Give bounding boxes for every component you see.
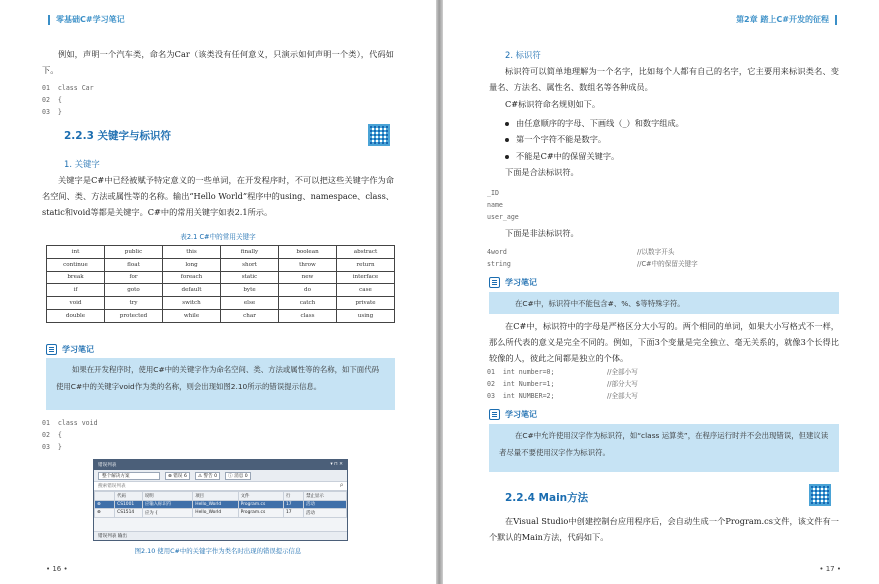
keyword-cell: long: [163, 258, 221, 271]
note-box-right-1: 在C#中，标识符中不能包含#、%、$等特殊字符。: [489, 292, 839, 314]
page-number-right: • 17 •: [819, 565, 841, 573]
keyword-cell: using: [337, 309, 395, 322]
code-text: string: [487, 260, 511, 268]
keyword-cell: if: [47, 284, 105, 297]
keyword-cell: continue: [47, 258, 105, 271]
keyword-cell: public: [105, 246, 163, 259]
code-comment: //全部小写: [607, 368, 638, 376]
code-line: 02 {: [42, 431, 62, 439]
naming-rules-intro: C#标识符命名规则如下。: [505, 99, 601, 109]
illegal-identifiers-code: [487, 246, 807, 270]
code-line: 01 class Car: [42, 84, 94, 92]
keyword-cell: finally: [221, 246, 279, 259]
keyword-cell: class: [279, 309, 337, 322]
right-running-head-text: 第2章 踏上C#开发的征程: [736, 15, 829, 24]
keyword-row: [47, 246, 395, 259]
keyword-cell: int: [47, 246, 105, 259]
error-table-header[interactable]: 项目: [193, 492, 238, 501]
error-table-header[interactable]: [95, 492, 115, 501]
error-cell: 应输入标识符: [142, 500, 192, 509]
main-method-paragraph: 在Visual Studio中创建控制台应用程序后，会自动生成一个Program.cs文件，该文件有一个默认的Main方法，代码如下。: [489, 516, 839, 542]
error-list-titlebar: [94, 460, 347, 470]
right-running-head: [736, 14, 843, 25]
left-page: [0, 0, 436, 584]
note-box-right-2: 在C#中允许使用汉字作为标识符，如“class 运算类”，在程序运行时并不会出现错误，但建议读者尽量不要使用汉字作为标识符。: [489, 424, 839, 472]
case-sensitivity-paragraph: 在C#中，标识符中的字母是严格区分大小写的。两个相同的单词，如果大小写格式不一样，那么所代表的意义是完全不同的。例如，下面3个变量是完全独立、毫无关系的，就像3个长得比较像的人，彼此之间都是独立的个体。: [489, 321, 839, 363]
keyword-cell: protected: [105, 309, 163, 322]
keyword-cell: static: [221, 271, 279, 284]
error-cell: 活动: [304, 500, 347, 509]
keyword-cell: do: [279, 284, 337, 297]
keyword-row: [47, 258, 395, 271]
keyword-row: [47, 309, 395, 322]
subsection-keywords-title: 1. 关键字: [64, 159, 100, 169]
note-icon: [489, 409, 500, 420]
keyword-cell: try: [105, 297, 163, 310]
scope-dropdown[interactable]: 整个解决方案: [98, 472, 160, 480]
keyword-cell: for: [105, 271, 163, 284]
error-list-footer-tabs[interactable]: 错误列表 输出: [94, 531, 347, 540]
figure-caption: 图2.10 使用C#中的关键字作为类名时出现的错误提示信息: [134, 547, 302, 555]
legal-identifiers-code: [487, 187, 519, 223]
case-code-block: [487, 366, 807, 402]
rule-item: [505, 115, 684, 131]
book-gutter: [436, 0, 443, 584]
search-icon: ρ: [340, 483, 343, 488]
keyword-row: [47, 271, 395, 284]
code-line: user_age: [487, 213, 519, 221]
keyword-row: [47, 284, 395, 297]
error-cell: 活动: [304, 509, 347, 518]
keyword-cell: goto: [105, 284, 163, 297]
keyword-cell: foreach: [163, 271, 221, 284]
keyword-cell: byte: [221, 284, 279, 297]
section-title-2-2-3: 2.2.3 关键字与标识符: [64, 130, 172, 142]
keyword-cell: float: [105, 258, 163, 271]
code-text: 03 int NUMBER=2;: [487, 392, 555, 400]
keyword-cell: private: [337, 297, 395, 310]
error-list-title: 错误列表: [98, 463, 117, 468]
messages-filter-button[interactable]: ⓘ 消息 0: [225, 472, 251, 480]
code-line: 01 class void: [42, 419, 98, 427]
note-header-left: [46, 344, 94, 355]
code-block-car: [42, 82, 94, 118]
keyword-cell: new: [279, 271, 337, 284]
error-table-header[interactable]: 行: [283, 492, 303, 501]
keyword-cell: catch: [279, 297, 337, 310]
error-row[interactable]: [95, 500, 347, 509]
code-block-void: [42, 417, 98, 453]
keywords-table: [46, 245, 395, 323]
error-icon: ⊗: [95, 509, 115, 518]
bullet-icon: [505, 122, 509, 126]
intro-paragraph: 例如，声明一个汽车类，命名为Car（该类没有任何意义，只演示如何声明一个类），代码如下。: [42, 49, 394, 75]
note-title: 学习笔记: [505, 410, 537, 419]
rule-item: [505, 131, 606, 147]
code-line: [487, 246, 807, 258]
rule-text: 由任意顺序的字母、下画线（_）和数字组成。: [516, 118, 684, 128]
error-cell: 17: [283, 509, 303, 518]
code-line: [487, 390, 807, 402]
note-icon: [489, 277, 500, 288]
rule-item: [505, 148, 619, 164]
note-title: 学习笔记: [505, 278, 537, 287]
keyword-cell: switch: [163, 297, 221, 310]
bullet-icon: [505, 138, 509, 142]
rule-text: 第一个字符不能是数字。: [516, 134, 607, 144]
keyword-cell: void: [47, 297, 105, 310]
keyword-cell: double: [47, 309, 105, 322]
error-row[interactable]: [95, 509, 347, 518]
code-line: [487, 366, 807, 378]
code-comment: //C#中的保留关键字: [637, 260, 698, 268]
code-line: 03 }: [42, 108, 62, 116]
code-text: 01 int number=0;: [487, 368, 555, 376]
keyword-cell: break: [47, 271, 105, 284]
error-cell: CS1001: [115, 500, 143, 509]
keyword-cell: boolean: [279, 246, 337, 259]
qr-code-icon: [809, 484, 831, 506]
keyword-cell: else: [221, 297, 279, 310]
keyword-cell: char: [221, 309, 279, 322]
error-icon: ⊗: [95, 500, 115, 509]
illegal-intro: 下面是非法标识符。: [505, 228, 579, 238]
qr-code-icon: [368, 124, 390, 146]
code-text: 4word: [487, 248, 507, 256]
errors-filter-button[interactable]: ⊗ 错误 6: [165, 472, 190, 480]
code-comment: //以数字开头: [637, 248, 675, 256]
keyword-cell: this: [163, 246, 221, 259]
keyword-row: [47, 297, 395, 310]
section-title-2-2-4: 2.2.4 Main方法: [505, 492, 589, 504]
right-page: [443, 0, 879, 584]
code-line: [487, 258, 807, 270]
window-controls-icon[interactable]: ▾ ⊓ ✕: [330, 462, 343, 467]
error-cell: Program.cs: [238, 509, 283, 518]
code-line: name: [487, 201, 503, 209]
bullet-icon: [505, 155, 509, 159]
keyword-cell: short: [221, 258, 279, 271]
search-placeholder: 搜索错误列表: [98, 484, 126, 489]
error-cell: 应为 {: [142, 509, 192, 518]
code-line: [487, 378, 807, 390]
error-cell: CS1514: [115, 509, 143, 518]
code-comment: //全部大写: [607, 392, 638, 400]
error-cell: 17: [283, 500, 303, 509]
error-search-input[interactable]: [94, 482, 347, 491]
note-icon: [46, 344, 57, 355]
keywords-paragraph: 关键字是C#中已经被赋予特定意义的一些单词，在开发程序时，不可以把这些关键字作为命名空间、类、方法或属性等的名称。输出“Hello World”程序中的using、namespace、class、static和void等都是关键字。C#中的常用关键字如表2.1所示。: [42, 175, 394, 217]
code-text: 02 int Number=1;: [487, 380, 555, 388]
note-title: 学习笔记: [62, 345, 94, 354]
code-line: 03 }: [42, 443, 62, 451]
code-line: _ID: [487, 189, 499, 197]
keyword-cell: throw: [279, 258, 337, 271]
subsection-identifiers-title: 2. 标识符: [505, 50, 541, 60]
page-number-left: • 16 •: [46, 565, 68, 573]
error-cell: Hello_World: [193, 500, 238, 509]
note-header-right-2: [489, 409, 537, 420]
keyword-cell: while: [163, 309, 221, 322]
rule-text: 不能是C#中的保留关键字。: [516, 151, 620, 161]
keyword-cell: return: [337, 258, 395, 271]
code-line: 02 {: [42, 96, 62, 104]
error-list-toolbar: [94, 470, 347, 482]
keyword-cell: case: [337, 284, 395, 297]
error-table-header[interactable]: 禁止显示: [304, 492, 347, 501]
error-table-header[interactable]: 说明: [142, 492, 192, 501]
left-running-head-text: 零基础C#学习笔记: [56, 15, 125, 24]
note-header-right-1: [489, 277, 537, 288]
code-comment: //部分大写: [607, 380, 638, 388]
error-table-header[interactable]: 文件: [238, 492, 283, 501]
error-table: [94, 491, 347, 518]
left-running-head: [42, 14, 125, 25]
error-cell: Hello_World: [193, 509, 238, 518]
warnings-filter-button[interactable]: ⚠ 警告 0: [195, 472, 220, 480]
error-table-header[interactable]: 代码: [115, 492, 143, 501]
identifiers-paragraph: 标识符可以简单地理解为一个名字，比如每个人都有自己的名字，它主要用来标识类名、变量名、方法名、属性名、数组名等各种成员。: [489, 66, 839, 92]
error-cell: Program.cs: [238, 500, 283, 509]
keyword-cell: abstract: [337, 246, 395, 259]
legal-intro: 下面是合法标识符。: [505, 167, 579, 177]
table-caption: 表2.1 C#中的常用关键字: [180, 233, 256, 241]
error-list-screenshot: [93, 459, 348, 541]
keyword-cell: default: [163, 284, 221, 297]
keyword-cell: interface: [337, 271, 395, 284]
note-box-left: 如果在开发程序时，使用C#中的关键字作为命名空间、类、方法或属性等的名称，如下面代码使用C#中的关键字void作为类的名称，则会出现如图2.10所示的错误提示信息。: [46, 358, 395, 410]
